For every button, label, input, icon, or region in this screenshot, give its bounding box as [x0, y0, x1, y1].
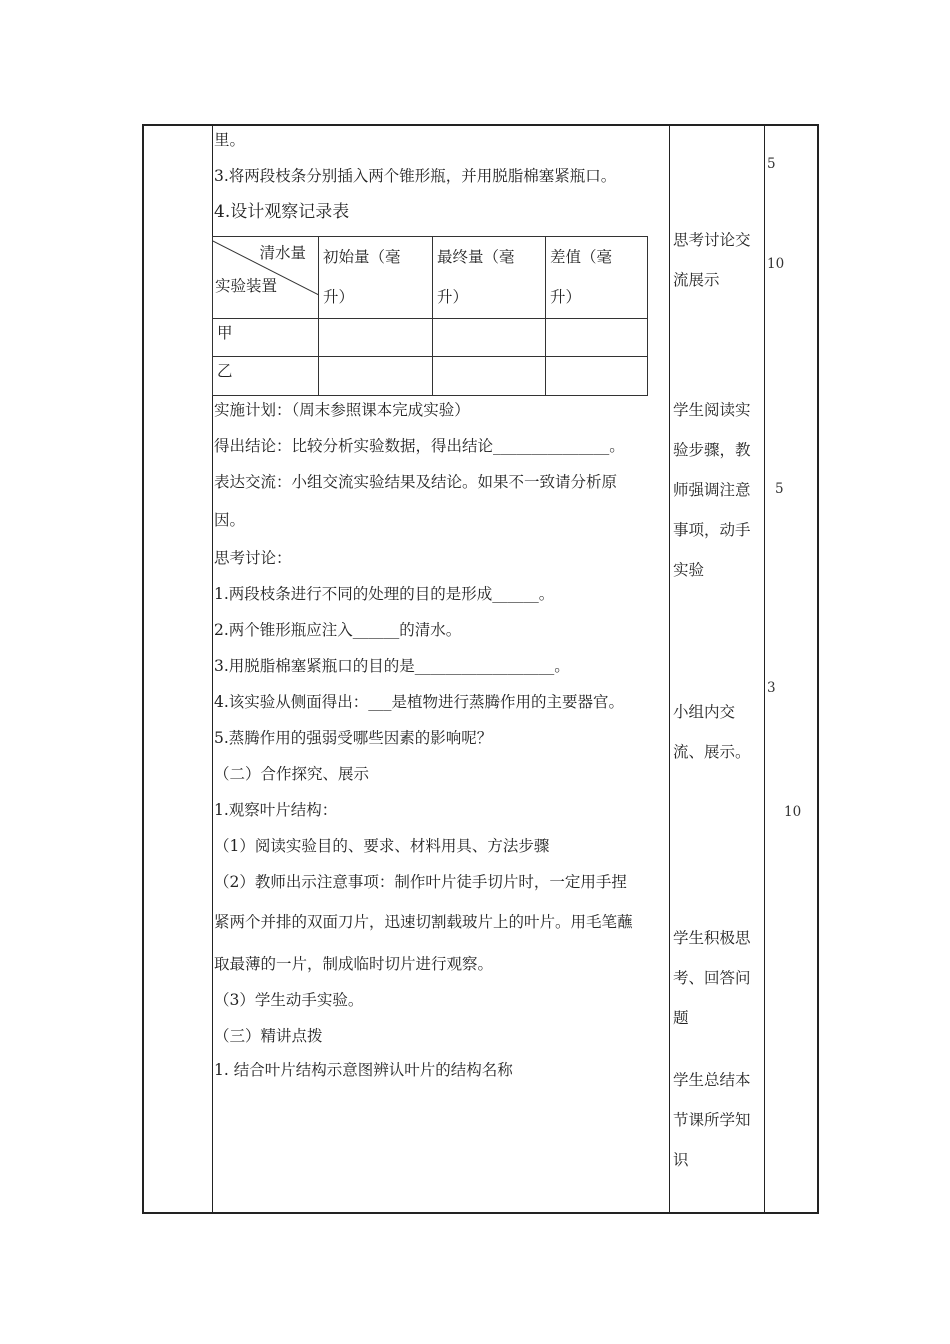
text-line: 思考讨论：: [214, 549, 292, 567]
time-minutes: 5: [775, 481, 784, 497]
column-header-initial: 初始量（毫 升）: [319, 237, 433, 319]
table-cell: [319, 319, 433, 357]
text-line: 因。: [214, 511, 246, 529]
text-line: （三）精讲点拨: [214, 1027, 323, 1045]
time-minutes: 5: [767, 156, 776, 172]
column-divider-3: [764, 124, 765, 1214]
text-line: 4.该实验从侧面得出：___是植物进行蒸腾作用的主要器官。: [214, 693, 625, 711]
text-line: （2）教师出示注意事项：制作叶片徒手切片时，一定用手捏: [214, 873, 627, 891]
column-header-difference: 差值（毫 升）: [546, 237, 648, 319]
text-line: 1.观察叶片结构：: [214, 801, 338, 819]
row-label-jia: 甲: [213, 319, 319, 357]
table-cell: [433, 319, 546, 357]
text-line: 里。: [214, 131, 246, 149]
activity-experiment: 学生阅读实验步骤，教师强调注意事项，动手实验: [673, 401, 751, 579]
section-heading: 4.设计观察记录表: [214, 202, 350, 222]
text-line: 5.蒸腾作用的强弱受哪些因素的影响呢？: [214, 729, 493, 747]
observation-record-table: [212, 236, 647, 395]
activity-answer: 学生积极思考、回答问题: [673, 929, 751, 1027]
column-divider-2: [669, 124, 670, 1214]
text-line: 1.两段枝条进行不同的处理的目的是形成______。: [214, 585, 555, 603]
text-line: （3）学生动手实验。: [214, 991, 364, 1009]
text-line: （二）合作探究、展示: [214, 765, 370, 783]
table-cell: [546, 319, 648, 357]
text-line: 得出结论：比较分析实验数据，得出结论_______________。: [214, 437, 625, 455]
text-line: 表达交流：小组交流实验结果及结论。如果不一致请分析原: [214, 473, 618, 491]
column-header-final: 最终量（毫 升）: [433, 237, 546, 319]
text-line: 2.两个锥形瓶应注入______的清水。: [214, 621, 462, 639]
header-water-amount: 清水量: [259, 244, 306, 262]
header-apparatus: 实验装置: [215, 277, 278, 295]
text-line: 1. 结合叶片结构示意图辨认叶片的结构名称: [214, 1061, 513, 1079]
diagonal-header-cell: [213, 237, 319, 319]
time-minutes: 10: [767, 256, 785, 272]
activity-discussion: 思考讨论交流展示: [673, 231, 751, 289]
text-line: 3.将两段枝条分别插入两个锥形瓶，并用脱脂棉塞紧瓶口。: [214, 167, 617, 185]
table-cell: [319, 357, 433, 396]
activity-summary: 学生总结本节课所学知识: [673, 1071, 751, 1169]
text-line: 取最薄的一片，制成临时切片进行观察。: [214, 955, 494, 973]
time-minutes: 10: [784, 804, 802, 820]
text-line: 实施计划：（周末参照课本完成实验）: [214, 401, 470, 419]
text-line: 紧两个并排的双面刀片，迅速切割载玻片上的叶片。用毛笔蘸: [214, 913, 633, 931]
table-cell: [433, 357, 546, 396]
text-line: （1）阅读实验目的、要求、材料用具、方法步骤: [214, 837, 550, 855]
row-label-yi: 乙: [213, 357, 319, 396]
time-minutes: 3: [767, 680, 776, 696]
text-line: 3.用脱脂棉塞紧瓶口的目的是__________________。: [214, 657, 570, 675]
table-cell: [546, 357, 648, 396]
activity-group-share: 小组内交流、展示。: [673, 703, 751, 761]
